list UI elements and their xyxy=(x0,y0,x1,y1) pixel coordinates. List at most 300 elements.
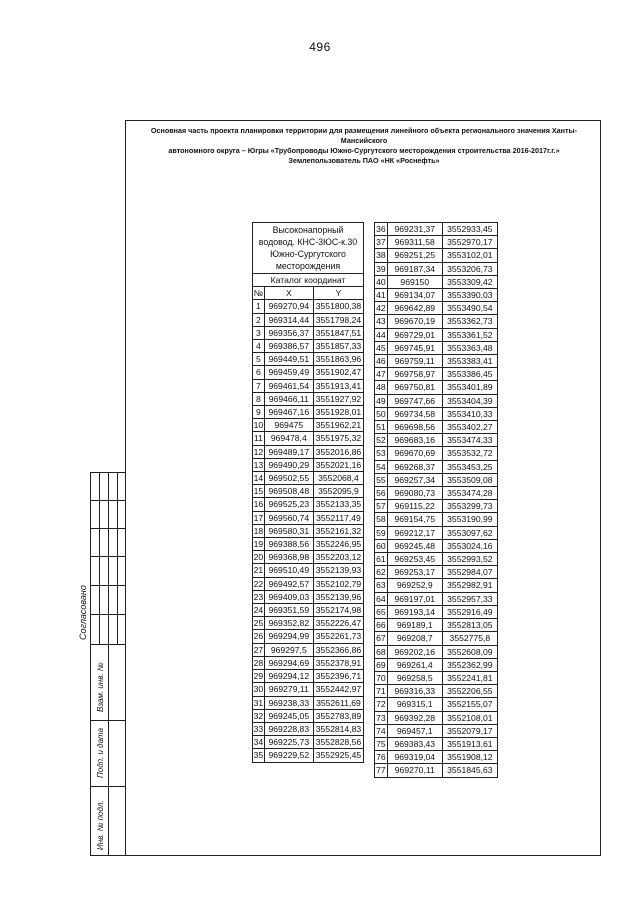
point-number: 11 xyxy=(253,433,263,444)
coord-x: 969461,54 xyxy=(264,379,313,392)
coord-y: 3553190,99 xyxy=(442,513,497,526)
table-row xyxy=(253,630,364,643)
coord-x: 969467,16 xyxy=(264,406,313,419)
table-row xyxy=(375,275,498,288)
coord-y: 3552984,07 xyxy=(442,566,497,579)
coord-y: 3553386,45 xyxy=(442,368,497,381)
table-row xyxy=(253,696,364,709)
coord-y: 3552916,49 xyxy=(442,605,497,618)
coord-y: 3553404,39 xyxy=(442,394,497,407)
stamp-divider xyxy=(108,472,109,856)
table-title-row xyxy=(253,223,364,274)
coord-y: 3553206,73 xyxy=(442,262,497,275)
catalog-row xyxy=(253,274,364,287)
coord-x: 969197,01 xyxy=(387,592,442,605)
point-number: 5 xyxy=(253,353,265,366)
point-number: 74 xyxy=(376,725,386,736)
coord-y: 3551913,61 xyxy=(442,737,497,750)
coord-x: 969268,37 xyxy=(387,460,442,473)
table-row xyxy=(375,566,498,579)
point-number: 31 xyxy=(253,697,264,708)
coord-x: 969734,58 xyxy=(387,407,442,420)
coord-y: 3552068,4 xyxy=(313,472,363,485)
table-row xyxy=(253,340,364,353)
table-row xyxy=(253,379,364,392)
coord-y: 3552957,33 xyxy=(442,592,497,605)
table-row xyxy=(375,698,498,711)
stamp-divider xyxy=(99,472,100,644)
point-number: 24 xyxy=(253,605,264,616)
coord-y: 3552108,01 xyxy=(442,711,497,724)
coord-x: 969245,48 xyxy=(387,539,442,552)
table-row xyxy=(375,328,498,341)
coord-y: 3551800,38 xyxy=(313,300,363,313)
coord-y: 3551798,24 xyxy=(313,313,363,326)
point-number: 26 xyxy=(253,631,264,642)
coord-y: 3552133,35 xyxy=(313,498,363,511)
table-row xyxy=(253,604,364,617)
coord-y: 3552095,9 xyxy=(313,485,363,498)
coord-y: 3552241,81 xyxy=(442,671,497,684)
coord-x: 969351,59 xyxy=(264,604,313,617)
stamp-sign-date: Подп. и дата xyxy=(96,727,105,778)
table-row xyxy=(253,617,364,630)
coord-x: 969270,94 xyxy=(264,300,313,313)
coord-y: 3551962,21 xyxy=(313,419,363,432)
page-number: 496 xyxy=(309,40,331,54)
coord-y: 3553401,89 xyxy=(442,381,497,394)
table-row xyxy=(375,579,498,592)
table-row xyxy=(375,473,498,486)
coord-x: 969747,66 xyxy=(387,394,442,407)
coord-y: 3553509,08 xyxy=(442,473,497,486)
point-number: 62 xyxy=(376,567,386,578)
coord-x: 969189,1 xyxy=(387,619,442,632)
point-number: 13 xyxy=(253,459,264,470)
table-row xyxy=(375,394,498,407)
coord-x: 969115,22 xyxy=(387,500,442,513)
table-row xyxy=(375,289,498,302)
coord-y: 3552016,86 xyxy=(313,445,363,458)
stamp-divider xyxy=(90,500,126,501)
table-row xyxy=(375,632,498,645)
coord-x: 969261,4 xyxy=(387,658,442,671)
coord-y: 3552442,97 xyxy=(313,683,363,696)
coord-x: 969294,12 xyxy=(264,670,313,683)
table-row xyxy=(375,685,498,698)
table-row xyxy=(253,472,364,485)
point-number: 46 xyxy=(376,356,386,367)
coord-x: 969311,58 xyxy=(387,236,442,249)
point-number: 3 xyxy=(253,326,265,339)
coord-y: 3553402,27 xyxy=(442,421,497,434)
coord-x: 969525,23 xyxy=(264,498,313,511)
table-row xyxy=(375,513,498,526)
point-number: 57 xyxy=(376,501,386,512)
coord-x: 969508,48 xyxy=(264,485,313,498)
point-number: 27 xyxy=(253,644,264,655)
table-row xyxy=(375,751,498,764)
coord-x: 969238,33 xyxy=(264,696,313,709)
point-number: 1 xyxy=(253,300,265,313)
coord-x: 969253,17 xyxy=(387,566,442,579)
table-row xyxy=(375,341,498,354)
table-row xyxy=(253,709,364,722)
coord-y: 3553102,01 xyxy=(442,249,497,262)
coord-y: 3552970,17 xyxy=(442,236,497,249)
coord-x: 969257,34 xyxy=(387,473,442,486)
point-number: 22 xyxy=(253,578,264,589)
stamp-divider xyxy=(117,472,118,644)
header-line-2: автономного округа – Югры «Трубопроводы Южно-Сургутского месторождения строительства 2016-2017г.г.» xyxy=(168,146,560,155)
table-row xyxy=(375,355,498,368)
coord-y: 3552993,52 xyxy=(442,553,497,566)
point-number: 21 xyxy=(253,565,264,576)
point-number: 45 xyxy=(376,342,386,353)
coord-x: 969383,43 xyxy=(387,737,442,750)
point-number: 4 xyxy=(253,340,265,353)
table-row xyxy=(253,353,364,366)
point-number: 48 xyxy=(376,382,386,393)
coord-y: 3552611,69 xyxy=(313,696,363,709)
stamp-divider xyxy=(90,644,126,645)
coord-x: 969580,31 xyxy=(264,524,313,537)
point-number: 53 xyxy=(376,448,386,459)
stamp-divider xyxy=(90,556,126,557)
coord-x: 969683,16 xyxy=(387,434,442,447)
table-row xyxy=(253,458,364,471)
table-row xyxy=(253,445,364,458)
table-row xyxy=(375,724,498,737)
table-row xyxy=(253,366,364,379)
coord-x: 969642,89 xyxy=(387,302,442,315)
point-number: 18 xyxy=(253,525,264,536)
point-number: 12 xyxy=(253,446,264,457)
table-row xyxy=(375,605,498,618)
table-row xyxy=(253,498,364,511)
point-number: 47 xyxy=(376,369,386,380)
coord-y: 3552261,73 xyxy=(313,630,363,643)
coord-x: 969279,11 xyxy=(264,683,313,696)
table-row xyxy=(253,432,364,445)
col-num-header: № xyxy=(253,288,263,299)
point-number: 29 xyxy=(253,671,264,682)
stamp-divider xyxy=(90,614,126,615)
coord-x: 969229,52 xyxy=(264,749,313,762)
point-number: 16 xyxy=(253,499,264,510)
point-number: 32 xyxy=(253,710,264,721)
coord-x: 969670,69 xyxy=(387,447,442,460)
point-number: 77 xyxy=(376,765,386,776)
table-row xyxy=(375,407,498,420)
point-number: 65 xyxy=(376,606,386,617)
table-row xyxy=(253,722,364,735)
point-number: 63 xyxy=(376,580,386,591)
table-row xyxy=(253,564,364,577)
coord-x: 969409,03 xyxy=(264,590,313,603)
point-number: 28 xyxy=(253,657,264,668)
point-number: 56 xyxy=(376,488,386,499)
coord-y: 3552982,91 xyxy=(442,579,497,592)
coord-x: 969193,14 xyxy=(387,605,442,618)
point-number: 68 xyxy=(376,646,386,657)
coord-x: 969154,75 xyxy=(387,513,442,526)
coord-x: 969314,44 xyxy=(264,313,313,326)
coord-y: 3553490,54 xyxy=(442,302,497,315)
header-line-1: Основная часть проекта планировки территории для размещения линейного объекта регионального значения Ханты-Мансийского xyxy=(150,126,578,145)
table-row xyxy=(253,406,364,419)
point-number: 54 xyxy=(376,461,386,472)
coord-y: 3553299,73 xyxy=(442,500,497,513)
table-row xyxy=(375,671,498,684)
coord-x: 969459,49 xyxy=(264,366,313,379)
point-number: 20 xyxy=(253,552,264,563)
coord-x: 969750,81 xyxy=(387,381,442,394)
coord-x: 969466,11 xyxy=(264,392,313,405)
table-row xyxy=(253,538,364,551)
point-number: 39 xyxy=(376,263,386,274)
coord-y: 3551845,63 xyxy=(442,764,497,777)
table-row xyxy=(375,447,498,460)
table-row xyxy=(375,381,498,394)
point-number: 8 xyxy=(253,392,265,405)
coord-x: 969253,45 xyxy=(387,553,442,566)
coord-x: 969670,19 xyxy=(387,315,442,328)
point-number: 76 xyxy=(376,752,386,763)
stamp-divider xyxy=(90,585,126,586)
coord-x: 969510,49 xyxy=(264,564,313,577)
stamp-agreed: Согласовано xyxy=(78,585,88,640)
stamp-divider xyxy=(90,786,126,787)
coord-x: 969228,83 xyxy=(264,722,313,735)
coord-y: 3552366,86 xyxy=(313,643,363,656)
coord-y: 3552925,45 xyxy=(313,749,363,762)
table-row xyxy=(375,619,498,632)
coord-x: 969294,99 xyxy=(264,630,313,643)
coord-y: 3551908,12 xyxy=(442,751,497,764)
table-row xyxy=(253,419,364,432)
col-x-header: X xyxy=(264,287,313,300)
coord-y: 3553532,72 xyxy=(442,447,497,460)
coordinates-table-right xyxy=(374,222,498,778)
coord-y: 3552117,49 xyxy=(313,511,363,524)
coord-x: 969187,34 xyxy=(387,262,442,275)
table-row xyxy=(375,368,498,381)
table-row xyxy=(375,526,498,539)
coord-y: 3551863,96 xyxy=(313,353,363,366)
table-row xyxy=(375,421,498,434)
coord-y: 3552206,55 xyxy=(442,685,497,698)
coord-x: 969729,01 xyxy=(387,328,442,341)
coord-x: 969490,29 xyxy=(264,458,313,471)
point-number: 44 xyxy=(376,329,386,340)
coord-x: 969208,7 xyxy=(387,632,442,645)
coord-x: 969319,04 xyxy=(387,751,442,764)
table-row xyxy=(253,683,364,696)
table-row xyxy=(375,592,498,605)
table-row xyxy=(375,487,498,500)
point-number: 52 xyxy=(376,435,386,446)
coord-y: 3551902,47 xyxy=(313,366,363,379)
coord-x: 969212,17 xyxy=(387,526,442,539)
coord-y: 3552396,71 xyxy=(313,670,363,683)
coord-x: 969315,1 xyxy=(387,698,442,711)
point-number: 35 xyxy=(253,750,264,761)
point-number: 23 xyxy=(253,591,264,602)
table-row xyxy=(375,737,498,750)
table-row xyxy=(375,658,498,671)
catalog-label: Каталог координат xyxy=(253,274,364,287)
coord-x: 969759,11 xyxy=(387,355,442,368)
coord-y: 3551857,33 xyxy=(313,340,363,353)
table-row xyxy=(375,500,498,513)
coord-y: 3551975,32 xyxy=(313,432,363,445)
point-number: 10 xyxy=(253,420,264,431)
table-row xyxy=(253,643,364,656)
point-number: 25 xyxy=(253,618,264,629)
coord-y: 3551928,01 xyxy=(313,406,363,419)
point-number: 72 xyxy=(376,699,386,710)
point-number: 71 xyxy=(376,686,386,697)
coord-y: 3553474,28 xyxy=(442,487,497,500)
table-row xyxy=(375,223,498,236)
stamp-inv-subst: Взам. инв. № xyxy=(96,662,105,712)
coord-y: 3553309,42 xyxy=(442,275,497,288)
point-number: 30 xyxy=(253,684,264,695)
coord-y: 3552161,32 xyxy=(313,524,363,537)
point-number: 58 xyxy=(376,514,386,525)
coord-x: 969297,5 xyxy=(264,643,313,656)
point-number: 69 xyxy=(376,659,386,670)
stamp-divider xyxy=(90,528,126,529)
coord-y: 3553474,33 xyxy=(442,434,497,447)
coord-y: 3552139,96 xyxy=(313,590,363,603)
point-number: 38 xyxy=(376,250,386,261)
table-row xyxy=(253,524,364,537)
point-number: 36 xyxy=(376,224,386,234)
coord-y: 3552203,12 xyxy=(313,551,363,564)
point-number: 42 xyxy=(376,303,386,314)
table-title-line: Высоконапорный xyxy=(272,225,344,235)
coord-x: 969251,25 xyxy=(387,249,442,262)
coord-y: 3552814,83 xyxy=(313,722,363,735)
point-number: 2 xyxy=(253,313,265,326)
coord-y: 3552933,45 xyxy=(442,223,497,236)
coord-x: 969225,73 xyxy=(264,736,313,749)
table-row xyxy=(375,764,498,777)
coord-x: 969294,69 xyxy=(264,656,313,669)
table-row xyxy=(253,736,364,749)
table-title-line: месторождения xyxy=(275,261,341,271)
point-number: 70 xyxy=(376,672,386,683)
col-y-header: Y xyxy=(313,287,363,300)
coord-y: 3552174,98 xyxy=(313,604,363,617)
coord-y: 3552783,89 xyxy=(313,709,363,722)
point-number: 34 xyxy=(253,737,264,748)
coord-y: 3553024,16 xyxy=(442,539,497,552)
coord-x: 969560,74 xyxy=(264,511,313,524)
point-number: 55 xyxy=(376,474,386,485)
coord-x: 969745,91 xyxy=(387,341,442,354)
coord-x: 969252,9 xyxy=(387,579,442,592)
point-number: 17 xyxy=(253,512,264,523)
table-row xyxy=(375,645,498,658)
coord-x: 969231,37 xyxy=(387,223,442,236)
point-number: 40 xyxy=(376,276,386,287)
table-row xyxy=(253,577,364,590)
coord-y: 3553453,25 xyxy=(442,460,497,473)
table-row xyxy=(253,590,364,603)
stamp-inv-orig: Инв. № подл. xyxy=(96,800,105,850)
coord-x: 969356,37 xyxy=(264,326,313,339)
point-number: 7 xyxy=(253,379,265,392)
table-row xyxy=(253,392,364,405)
coord-y: 3552775,8 xyxy=(442,632,497,645)
coordinates-table-left xyxy=(252,222,364,763)
coord-x: 969478,4 xyxy=(264,432,313,445)
table-row xyxy=(375,262,498,275)
point-number: 43 xyxy=(376,316,386,327)
coord-y: 3552079,17 xyxy=(442,724,497,737)
coord-x: 969475 xyxy=(264,419,313,432)
coord-x: 969270,11 xyxy=(387,764,442,777)
coord-y: 3553383,41 xyxy=(442,355,497,368)
coord-y: 3553410,33 xyxy=(442,407,497,420)
coord-y: 3553390,03 xyxy=(442,289,497,302)
coord-y: 3552139,93 xyxy=(313,564,363,577)
coord-y: 3551913,41 xyxy=(313,379,363,392)
coord-x: 969457,1 xyxy=(387,724,442,737)
coord-y: 3552102,79 xyxy=(313,577,363,590)
table-row xyxy=(375,434,498,447)
point-number: 75 xyxy=(376,738,386,749)
table-row xyxy=(253,670,364,683)
coord-x: 969352,82 xyxy=(264,617,313,630)
coord-y: 3552362,99 xyxy=(442,658,497,671)
coord-y: 3551927,92 xyxy=(313,392,363,405)
point-number: 51 xyxy=(376,422,386,433)
coord-x: 969202,16 xyxy=(387,645,442,658)
coord-x: 969368,98 xyxy=(264,551,313,564)
table-row xyxy=(253,313,364,326)
coord-y: 3551847,51 xyxy=(313,326,363,339)
table-row xyxy=(253,656,364,669)
table-row xyxy=(375,315,498,328)
table-row xyxy=(253,326,364,339)
coord-x: 969316,33 xyxy=(387,685,442,698)
point-number: 50 xyxy=(376,408,386,419)
point-number: 66 xyxy=(376,620,386,631)
coord-y: 3552021,16 xyxy=(313,458,363,471)
coord-x: 969080,73 xyxy=(387,487,442,500)
coord-x: 969258,5 xyxy=(387,671,442,684)
coord-y: 3553097,62 xyxy=(442,526,497,539)
point-number: 6 xyxy=(253,366,265,379)
table-row xyxy=(375,553,498,566)
column-header-row xyxy=(253,287,364,300)
coord-x: 969392,28 xyxy=(387,711,442,724)
coord-x: 969502,55 xyxy=(264,472,313,485)
coord-x: 969150 xyxy=(387,275,442,288)
point-number: 67 xyxy=(376,633,386,644)
coord-x: 969492,57 xyxy=(264,577,313,590)
point-number: 59 xyxy=(376,527,386,538)
point-number: 37 xyxy=(376,237,386,248)
coord-x: 969449,51 xyxy=(264,353,313,366)
table-row xyxy=(253,551,364,564)
document-header xyxy=(138,126,590,166)
coord-y: 3553361,52 xyxy=(442,328,497,341)
